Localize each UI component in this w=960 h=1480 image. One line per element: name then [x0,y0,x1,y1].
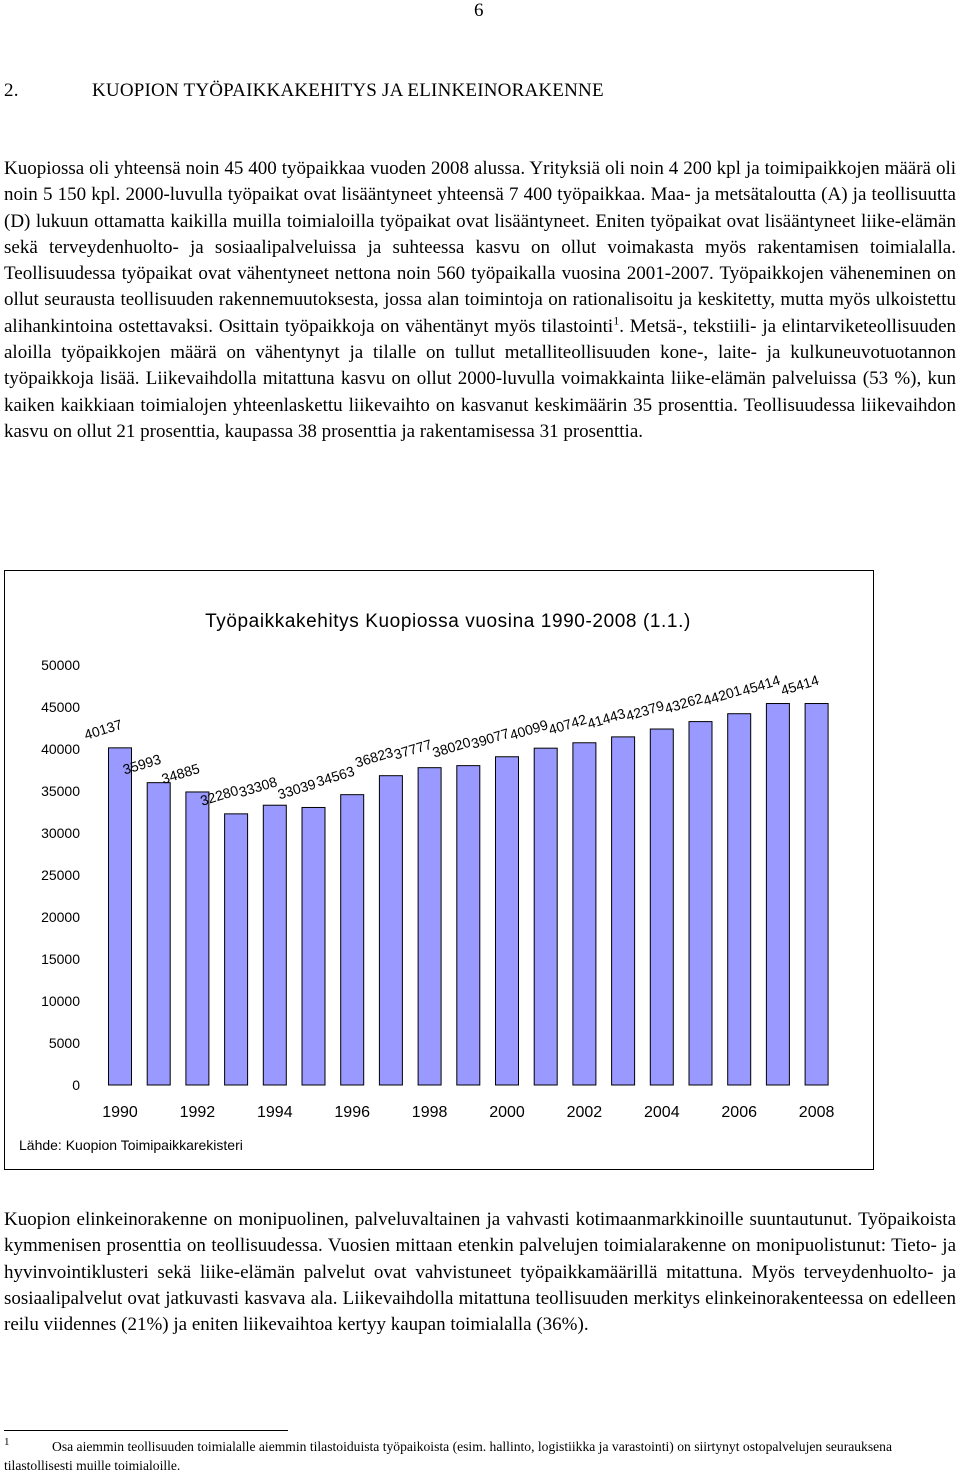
bar-value-label: 44201 [701,681,744,709]
bar [109,748,132,1085]
y-tick-label: 20000 [41,909,80,925]
bar [147,783,170,1085]
bar-value-label: 40099 [507,716,550,744]
bar-series [109,704,829,1085]
bar [650,729,673,1085]
bar-value-label: 33039 [275,775,318,803]
y-tick-label: 25000 [41,867,80,883]
bar [341,795,364,1085]
bar [302,807,325,1085]
bar-value-label: 36823 [353,743,396,771]
footnote-divider [4,1430,288,1431]
section-number: 2. [4,80,19,101]
x-tick-label: 2006 [721,1104,757,1121]
employment-chart [4,570,874,1170]
x-tick-label: 1990 [102,1104,138,1121]
x-tick-label: 2008 [798,1104,835,1121]
bar [766,704,789,1085]
chart-canvas [5,571,873,1169]
x-tick-label: 2002 [566,1104,603,1121]
y-tick-label: 10000 [41,993,80,1009]
x-tick-label: 2004 [644,1104,680,1121]
bar-value-label: 40742 [546,710,589,738]
bar-value-label: 34885 [159,760,202,787]
y-tick-label: 5000 [48,1035,80,1051]
chart-source: Lähde: Kuopion Toimipaikkarekisteri [19,1137,243,1153]
x-axis [102,1104,834,1121]
bar [379,776,402,1085]
y-tick-label: 35000 [41,783,80,799]
bar [689,722,712,1085]
x-tick-label: 1998 [411,1104,448,1121]
bar-value-label: 39077 [469,724,512,752]
bar [225,814,248,1085]
bar-value-label: 32280 [198,782,241,809]
structure-paragraph: Kuopion elinkeinorakenne on monipuolinen, palveluvaltainen ja vahvasti kotimaanmarkkinoille suuntautunut. Työpaikoista kymmenisen prosenttia on teollisuudessa. Vuosien mittaan etenkin palvelujen toimialarakenne on monipuolistunut: Tieto- ja hyvinvointiklusteri sekä liike-elämän palvelut ovat vahvistuneet työpaikkamäärillä mitattuna. Myös terveydenhuolto- ja sosiaalipalvelut ovat jatkuvasti kasvava ala. Liikevaihdolla mitattuna teollisuuden merkitys elinkeinorakenteessa on edelleen reilu viidennes (21%) ja eniten liikevaihtoa kertyy kaupan toimialalla (36%). [4,1209,956,1336]
intro-paragraph [4,156,956,445]
section-heading [4,80,604,102]
footnote: 1 Osa aiemmin teollisuuden toimialalle aiemmin tilastoiduista työpaikoista (esim. hallinto, logistiikka ja varastointi) on siirtynyt ostopalvelujen seurauksena tilastollisesti muille toimialoille. [4,1436,893,1473]
footnote-text: Osa aiemmin teollisuuden toimialalle aiemmin tilastoiduista työpaikoista (esim. hallinto, logistiikka ja varastointi) on siirtynyt ostopalvelujen seurauksena tilastollisesti muille toimialoille. [4,1439,893,1473]
x-tick-label: 1996 [334,1104,370,1121]
bar-value-label: 40137 [82,716,125,743]
bar-value-label: 37777 [391,735,434,763]
x-tick-label: 2000 [489,1104,525,1121]
chart-title: Työpaikkakehitys Kuopiossa vuosina 1990-2008 (1.1.) [205,611,691,632]
bar [728,714,751,1085]
bar [496,757,519,1085]
y-tick-label: 40000 [41,741,80,757]
footnote-reference[interactable]: 1 [613,313,620,328]
bar-value-label: 42379 [623,697,666,724]
y-tick-label: 0 [72,1077,80,1093]
y-tick-label: 30000 [41,825,80,841]
bar-value-label: 45414 [740,671,783,699]
bar-value-label: 33308 [236,773,279,801]
bar [573,743,596,1085]
page-number: 6 [474,0,484,21]
bar [457,766,480,1085]
x-tick-label: 1994 [257,1104,293,1121]
bar [186,792,209,1085]
y-axis [41,657,80,1093]
y-tick-label: 50000 [41,657,80,673]
bar-value-label: 38020 [430,733,473,761]
bar-value-label: 34563 [314,762,357,790]
bar-value-label: 43262 [662,689,705,717]
bar [805,704,828,1085]
bar [612,737,635,1085]
y-tick-label: 15000 [41,951,80,967]
bar-value-label: 41443 [585,705,628,732]
bar-value-label: 45414 [778,671,821,699]
bar [534,748,557,1085]
intro-text-part1: Kuopiossa oli yhteensä noin 45 400 työpaikkaa vuoden 2008 alussa. Yrityksiä oli noin 4 200 kpl ja toimipaikkojen määrä oli noin 5 150 kpl. 2000-luvulla työpaikat ovat lisääntyneet yhteensä 7 400 työpaikkaa. Maa- ja metsätaloutta (A) ja teollisuutta (D) lukuun ottamatta kaikilla muilla toimialoilla työpaikat ovat lisääntyneet. Eniten työpaikat ovat lisääntyneet liike-elämän sekä terveydenhuolto- ja sosiaalipalveluissa ja suhteessa kasvu on ollut voimakasta myös rakentamisen toimialalla. Teollisuudessa työpaikat ovat vähentyneet nettona noin 560 työpaikalla vuosina 2001-2007. Työpaikkojen väheneminen on ollut seurausta teollisuuden rakennemuutoksesta, jossa alan toimintoja on rationalisoitu ja keskitetty, mutta myös ulkoistettu alihankintoina ostettavaksi. Osittain työpaikkoja on vähentänyt myös tilastointi [4,158,956,337]
bar [263,805,286,1085]
bar [418,768,441,1085]
x-tick-label: 1992 [179,1104,216,1121]
section-title: KUOPION TYÖPAIKKAKEHITYS JA ELINKEINORAKENNE [92,80,604,101]
y-tick-label: 45000 [41,699,80,715]
bar-value-label: 35993 [120,750,163,778]
intro-text-part2: . Metsä-, tekstiili- ja elintarviketeollisuuden aloilla työpaikkojen määrä on vähentynyt ja tilalle on tullut metalliteollisuuden kone-, laite- ja kulkuneuvotuotannon työpaikkoja lisää. Liikevaihdolla mitattuna kasvu on ollut 2000-luvulla voimakkainta liike-elämän palveluissa (53 %), kun kaiken kaikkiaan toimialojen yhteenlaskettu liikevaihto on kasvanut keskimäärin 35 prosenttia. Teollisuudessa liikevaihdon kasvu on ollut 21 prosenttia, kaupassa 38 prosenttia ja rakentamisessa 31 prosenttia. [4,315,956,442]
